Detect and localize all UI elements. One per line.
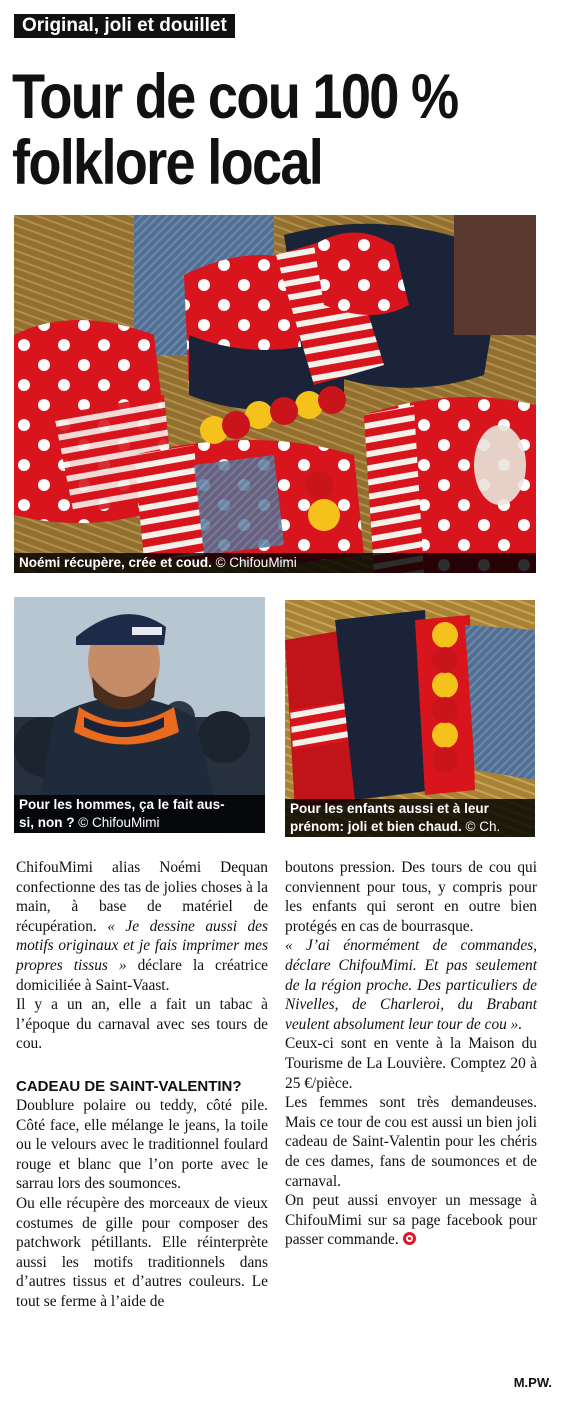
men-photo [14, 597, 265, 833]
kicker-label: Original, joli et douillet [14, 14, 235, 38]
kids-photo-caption [285, 799, 535, 837]
article-paragraph-5: boutons pression. Des tours de cou qui conviennent pour tous, y compris pour les enfants qui seront en outre bien protégés en cas de bourrasque. [285, 859, 537, 935]
article-paragraph-1-quote: « Je dessine aussi des motifs originaux et je fais imprimer mes propres tissus » [16, 917, 268, 974]
article-paragraph-1-end: déclare la créatrice domiciliée à Saint-Vaast. [16, 956, 268, 994]
article-paragraph-4: Ou elle récupère des morceaux de vieux costumes de gille pour composer des patchwork pétillants. Elle réinterprète aussi les motifs traditionnels dans d’autres tissus et d’autres couleurs. Le tout se ferme à l’aide de [16, 1194, 268, 1310]
headline [12, 64, 485, 196]
kids-photo [285, 600, 535, 837]
article-column-left [16, 858, 268, 1311]
men-photo-caption [14, 795, 265, 833]
article-paragraph-3: Doublure polaire ou teddy, côté pile. Côté face, elle mélange le jeans, la toile ou le velours avec le traditionnel foulard rouge et blanc que l’on porte avec le sarrau lors des soumonces. [16, 1096, 268, 1193]
headline-line-2: folklore local [12, 128, 323, 198]
men-photo-caption-line-1: Pour les hommes, ça le fait aus- [19, 797, 225, 812]
article-column-right [285, 858, 537, 1250]
article-paragraph-9-text: On peut aussi envoyer un message à ChifouMimi sur sa page facebook pour passer commande. [285, 1192, 537, 1249]
neck-warmers-illustration [14, 215, 536, 573]
main-photo-credit: © ChifouMimi [215, 555, 297, 570]
men-photo-credit: © ChifouMimi [78, 815, 160, 830]
article-paragraph-2: Il y a un an, elle a fait un tabac à l’époque du carnaval avec ses tours de cou. [16, 996, 268, 1053]
article-subhead: CADEAU DE SAINT-VALENTIN? [16, 1077, 242, 1095]
main-photo [14, 215, 536, 573]
article-paragraph-6: « J’ai énormément de commandes, déclare ChifouMimi. Et pas seulement de la région proche. Des particuliers de Nivelles, de Charleroi, du Brabant veulent absolument leur tour de cou ». [285, 937, 537, 1033]
article-paragraph-9 [285, 1191, 537, 1250]
article-paragraph-7: Ceux-ci sont en vente à la Maison du Tourisme de La Louvière. Comptez 20 à 25 €/pièce. [285, 1035, 537, 1092]
kids-photo-credit: © Ch. [465, 819, 501, 834]
main-photo-caption-text: Noémi récupère, crée et coud. [19, 555, 212, 570]
end-of-article-icon [403, 1232, 416, 1245]
main-photo-caption [14, 553, 536, 573]
article-paragraph-8: Les femmes sont très demandeuses. Mais ce tour de cou est aussi un bien joli cadeau de Saint-Valentin pour les chéris de ces dames, fans de soumonces et de carnaval. [285, 1094, 537, 1190]
kids-photo-caption-line-1: Pour les enfants aussi et à leur [290, 801, 489, 816]
article-paragraph-1-text: ChifouMimi alias Noémi Dequan confectionne des tas de jolies choses à la main, à base de matériel de récupération. [16, 859, 268, 935]
author-signature: M.PW. [513, 1375, 552, 1390]
article-paragraph-1 [16, 858, 268, 995]
headline-line-1: Tour de cou 100 % [12, 62, 458, 132]
kids-photo-caption-line-2: prénom: joli et bien chaud. [290, 819, 462, 834]
men-photo-caption-line-2: si, non ? [19, 815, 75, 830]
